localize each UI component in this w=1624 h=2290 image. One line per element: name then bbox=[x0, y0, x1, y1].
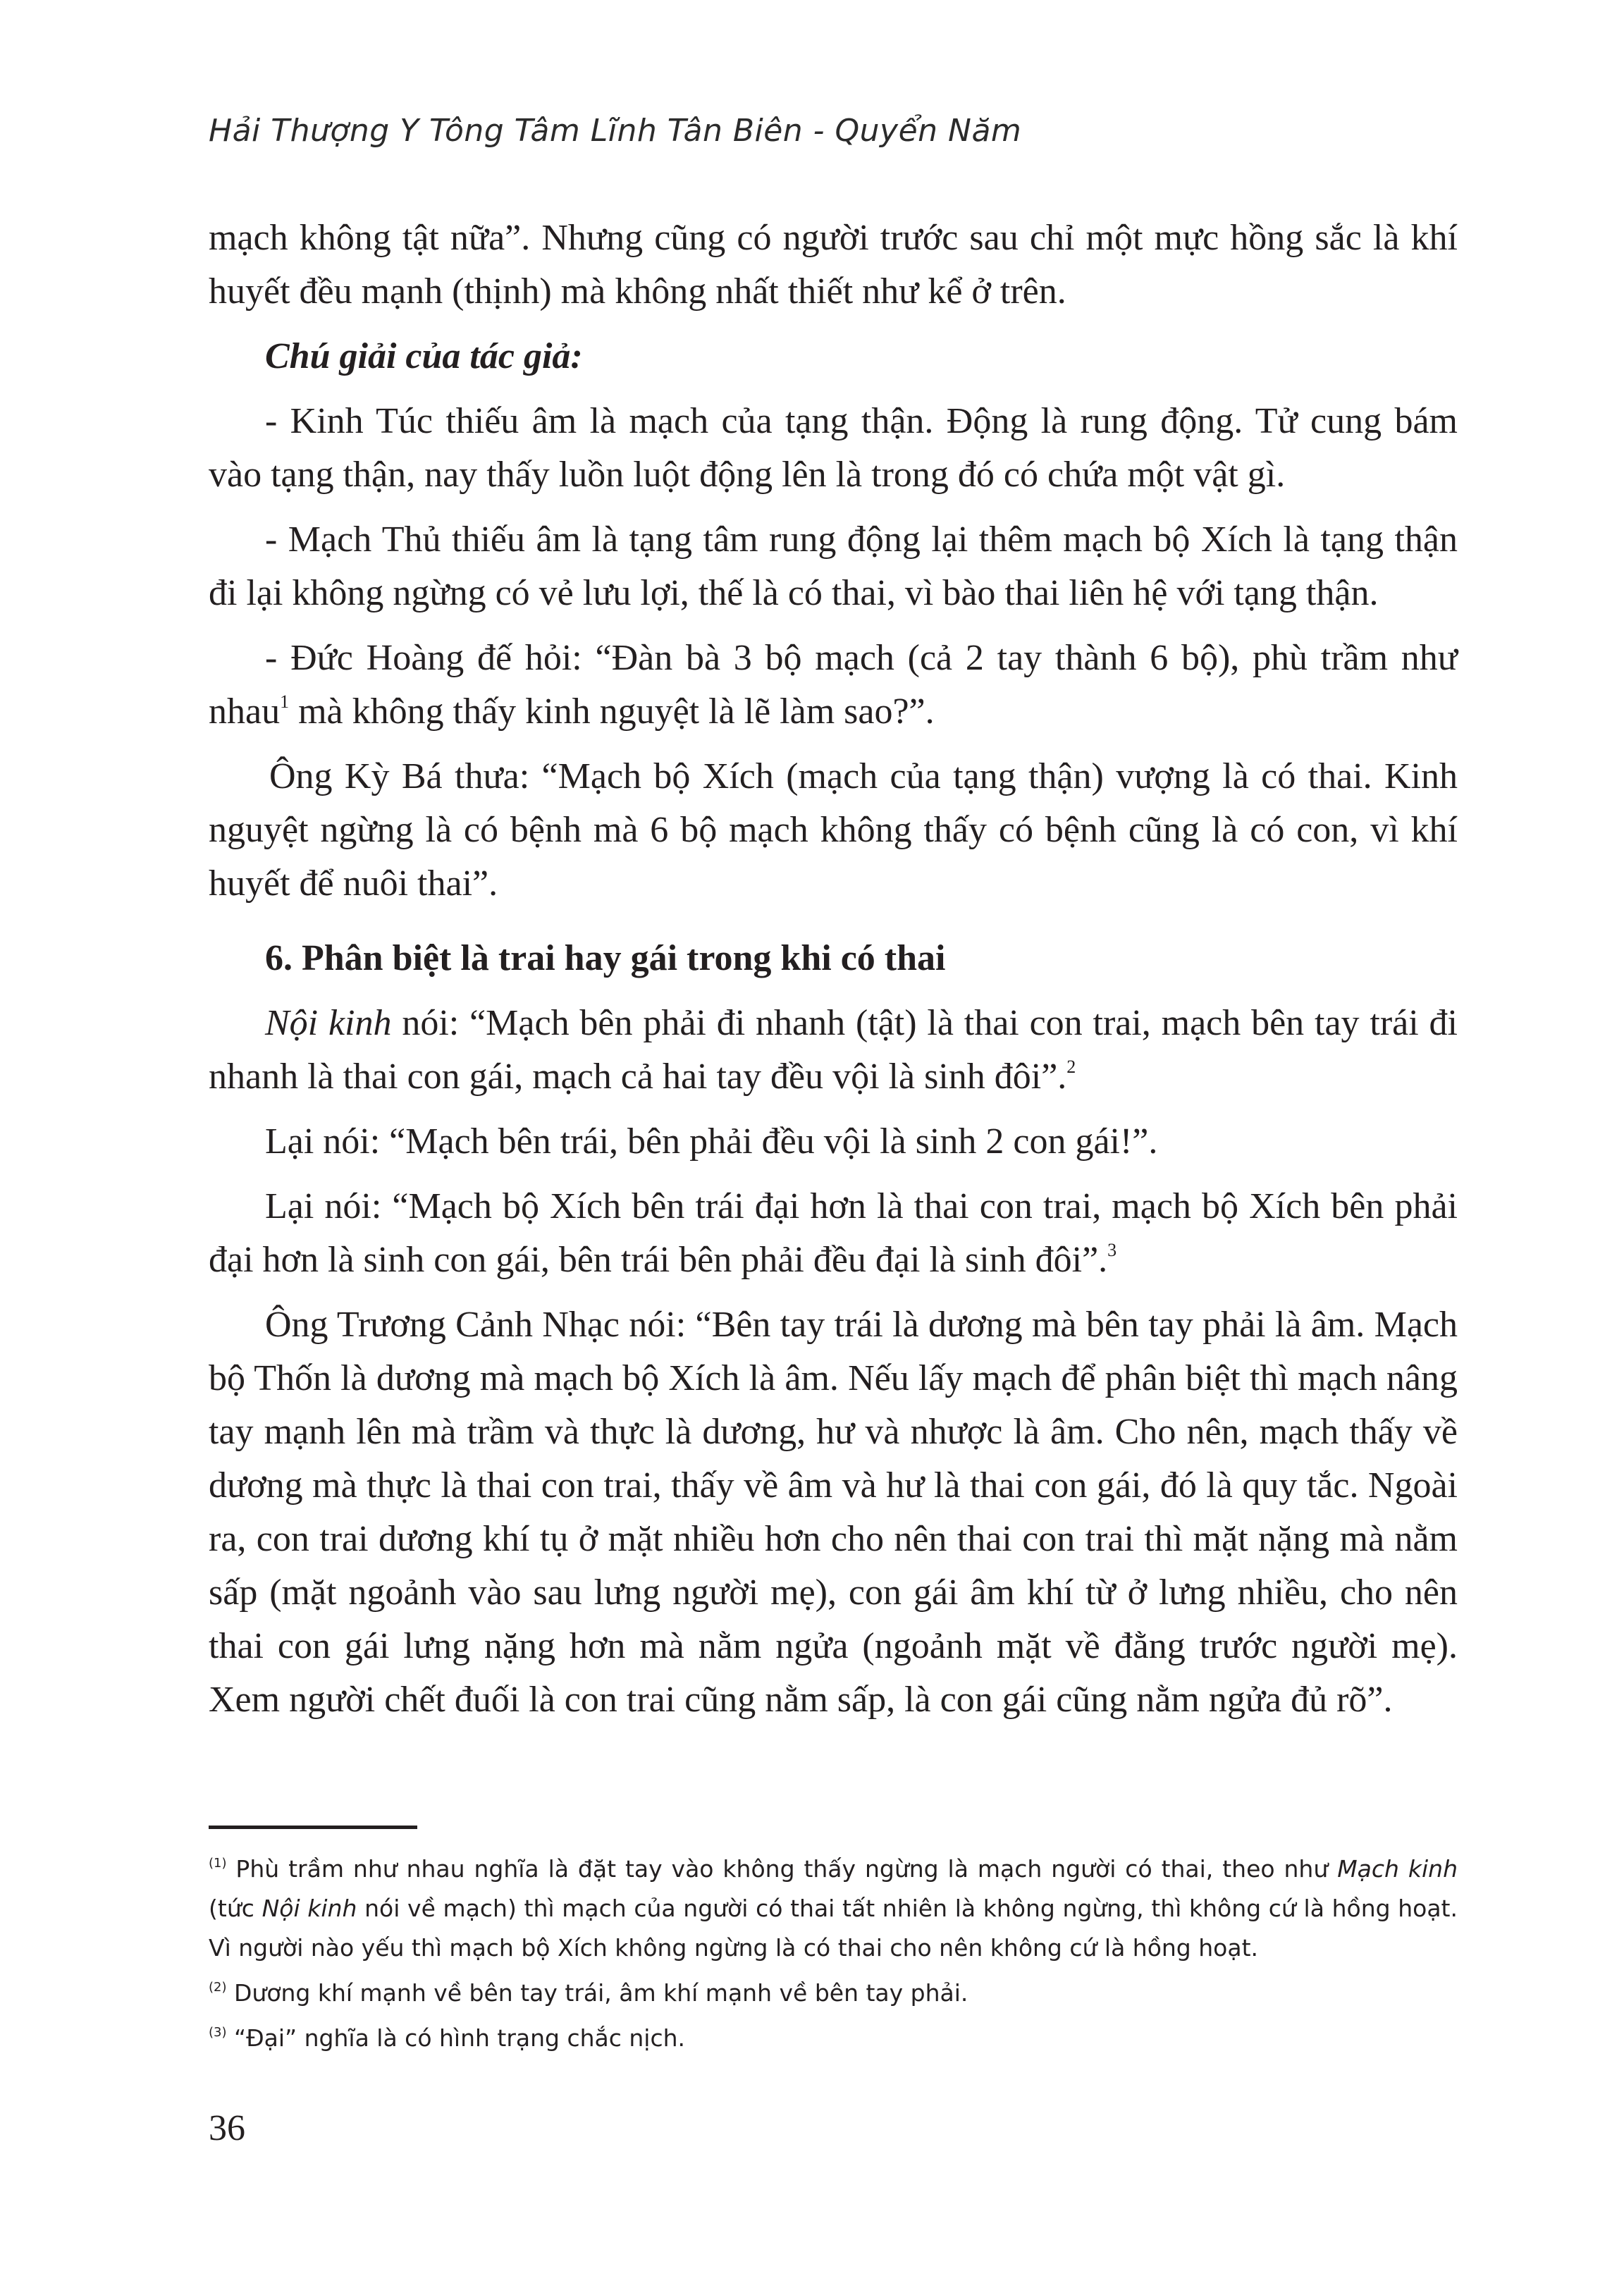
footnote-ref-1[interactable]: 1 bbox=[280, 691, 290, 712]
text-run: mà không thấy kinh nguyệt là lẽ làm sao?”. bbox=[289, 691, 935, 732]
footnote-mark: (2) bbox=[209, 1980, 227, 1995]
annotation-item: - Kinh Túc thiếu âm là mạch của tạng thận. Động là rung động. Tử cung bám vào tạng thận, nay thấy luồn luột động lên là trong đó có chứa một vật gì. bbox=[209, 401, 1458, 495]
italic-run: Nội kinh bbox=[262, 1895, 357, 1922]
paragraph-continuation: mạch không tật nữa”. Nhưng cũng có người trước sau chỉ một mực hồng sắc là khí huyết đều mạnh (thịnh) mà không nhất thiết như kể ở trên. bbox=[209, 218, 1458, 312]
text-run: Dương khí mạnh về bên tay trái, âm khí mạnh về bên tay phải. bbox=[226, 1979, 968, 2007]
footnote-mark: (3) bbox=[209, 2025, 227, 2040]
paragraph: Lại nói: “Mạch bên trái, bên phải đều vội là sinh 2 con gái!”. bbox=[265, 1121, 1158, 1162]
paragraph bbox=[209, 997, 1458, 1104]
text-run: nói về mạch) thì mạch của người có thai tất nhiên là không ngừng, thì không cứ là hồng hoạt. Vì người nào yếu thì mạch bộ Xích không ngừng là có thai cho nên không cứ là hồng hoạt. bbox=[209, 1895, 1458, 1962]
main-text bbox=[209, 211, 1458, 1738]
paragraph: Ông Kỳ Bá thưa: “Mạch bộ Xích (mạch của tạng thận) vượng là có thai. Kinh nguyệt ngừng là có bệnh mà 6 bộ mạch không thấy có bệnh cũng là có con, vì khí huyết để nuôi thai”. bbox=[209, 756, 1458, 904]
page-number: 36 bbox=[209, 2108, 245, 2148]
footnote-divider bbox=[209, 1826, 417, 1829]
footnote-2 bbox=[209, 1974, 1458, 2013]
italic-run: Mạch kinh bbox=[1337, 1855, 1458, 1883]
text-run: (tức bbox=[209, 1895, 262, 1922]
text-run: Lại nói: “Mạch bộ Xích bên trái đại hơn là thai con trai, mạch bộ Xích bên phải đại hơn là sinh con gái, bên trái bên phải đều đại là sinh đôi”. bbox=[209, 1186, 1458, 1280]
section-heading: 6. Phân biệt là trai hay gái trong khi có thai bbox=[265, 938, 946, 978]
footnote-ref-3[interactable]: 3 bbox=[1107, 1240, 1117, 1260]
footnote-mark: (1) bbox=[209, 1856, 227, 1871]
annotation-item bbox=[209, 632, 1458, 739]
footnote-3 bbox=[209, 2019, 1458, 2058]
paragraph: Ông Trương Cảnh Nhạc nói: “Bên tay trái là dương mà bên tay phải là âm. Mạch bộ Thốn là dương mà mạch bộ Xích là âm. Nếu lấy mạch để phân biệt thì mạch nâng tay mạnh lên mà trầm và thực là dương, hư và nhược là âm. Cho nên, mạch thấy về dương mà thực là thai con trai, thấy về âm và hư là thai con gái, đó là quy tắc. Ngoài ra, con trai dương khí tụ ở mặt nhiều hơn cho nên thai con trai thì mặt nặng mà nằm sấp (mặt ngoảnh vào sau lưng người mẹ), con gái âm khí từ ở lưng nhiều, cho nên thai con gái lưng nặng hơn mà nằm ngửa (ngoảnh mặt về đằng trước người mẹ). Xem người chết đuối là con trai cũng nằm sấp, là con gái cũng nằm ngửa đủ rõ”. bbox=[209, 1305, 1458, 1720]
paragraph bbox=[209, 1180, 1458, 1287]
text-run: - Đức Hoàng đế hỏi: “Đàn bà 3 bộ mạch (cả 2 tay thành 6 bộ), phù trầm như nhau bbox=[209, 638, 1458, 732]
annotation-item: - Mạch Thủ thiếu âm là tạng tâm rung động lại thêm mạch bộ Xích là tạng thận đi lại không ngừng có vẻ lưu lợi, thế là có thai, vì bào thai liên hệ với tạng thận. bbox=[209, 519, 1458, 613]
annotation-heading: Chú giải của tác giả: bbox=[265, 336, 583, 376]
text-run: Phù trầm như nhau nghĩa là đặt tay vào không thấy ngừng là mạch người có thai, theo như bbox=[226, 1855, 1338, 1883]
footnote-1 bbox=[209, 1849, 1458, 1968]
text-run: nói: “Mạch bên phải đi nhanh (tật) là thai con trai, mạch bên tay trái đi nhanh là thai con gái, mạch cả hai tay đều vội là sinh đôi”. bbox=[209, 1003, 1458, 1097]
footnote-ref-2[interactable]: 2 bbox=[1066, 1057, 1076, 1077]
book-title-italic: Nội kinh bbox=[265, 1003, 392, 1043]
text-run: “Đại” nghĩa là có hình trạng chắc nịch. bbox=[226, 2024, 686, 2052]
running-header: Hải Thượng Y Tông Tâm Lĩnh Tân Biên - Quyển Năm bbox=[209, 113, 1022, 149]
footnotes bbox=[209, 1849, 1458, 2064]
